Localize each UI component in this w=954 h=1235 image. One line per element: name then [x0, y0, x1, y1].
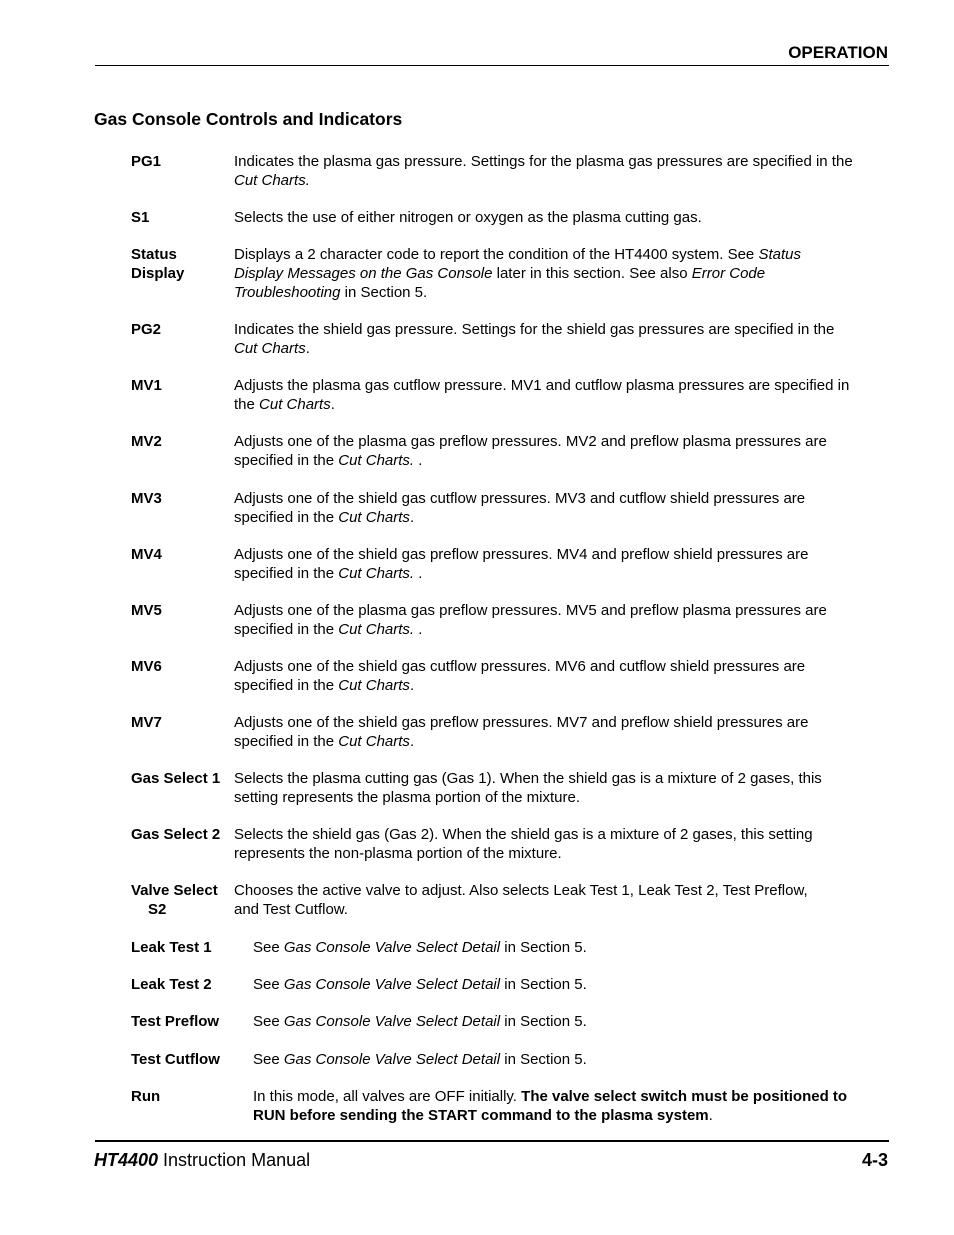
- definition-line: [234, 376, 884, 395]
- footer-manual-label: Instruction Manual: [158, 1150, 311, 1170]
- definition-term-line: Test Cutflow: [131, 1051, 220, 1068]
- definition-term-line: MV6: [131, 658, 162, 675]
- definition-line: [234, 339, 884, 358]
- footer-rule: [95, 1140, 889, 1142]
- text-run: Indicates the plasma gas pressure. Settings for the plasma gas pressures are specified in the: [234, 153, 853, 170]
- definition-term: [131, 975, 241, 994]
- definition-term-line: Status: [131, 246, 177, 263]
- definition-term: [131, 825, 241, 844]
- definition-text: [234, 881, 884, 919]
- italic-reference: Gas Console Valve Select Detail: [283, 939, 501, 956]
- definition-line: [253, 975, 883, 994]
- definition-term: [131, 601, 241, 620]
- text-run: specified in the: [234, 621, 339, 638]
- italic-reference: Cut Charts: [338, 509, 410, 526]
- definition-term: [131, 1012, 241, 1031]
- text-run: See: [253, 1013, 284, 1030]
- definition-text: [234, 208, 884, 227]
- definition-text: [234, 152, 884, 190]
- definition-line: [234, 601, 884, 620]
- definition-term-line: MV2: [131, 433, 162, 450]
- text-run: and Test Cutflow.: [234, 901, 348, 918]
- header-rule: [95, 65, 889, 66]
- definition-text: [234, 657, 884, 695]
- definition-line: [253, 1106, 883, 1125]
- definition-line: [234, 264, 884, 283]
- text-run: in Section 5.: [500, 939, 587, 956]
- definition-line: [234, 451, 884, 470]
- text-run: Adjusts one of the shield gas cutflow pressures. MV6 and cutflow shield pressures are: [234, 658, 806, 675]
- definition-term-line: PG2: [131, 321, 162, 338]
- text-run: See: [253, 976, 284, 993]
- definition-text: [234, 545, 884, 583]
- text-run: Chooses the active valve to adjust. Also selects Leak Test 1, Leak Test 2, Test Preflow,: [234, 882, 808, 899]
- text-run: Adjusts the plasma gas cutflow pressure. MV1 and cutflow plasma pressures are specified in: [234, 377, 850, 394]
- text-run: Adjusts one of the plasma gas preflow pressures. MV2 and preflow plasma pressures are: [234, 433, 827, 450]
- text-run: Adjusts one of the shield gas preflow pressures. MV7 and preflow shield pressures are: [234, 714, 809, 731]
- text-run: .: [414, 565, 423, 582]
- italic-reference: Error Code: [691, 265, 766, 282]
- definition-text: [234, 769, 884, 807]
- definition-line: [234, 508, 884, 527]
- definition-line: [234, 395, 884, 414]
- definition-line: [234, 171, 884, 190]
- section-title: OPERATION: [788, 43, 888, 62]
- text-run: represents the non-plasma portion of the mixture.: [234, 845, 562, 862]
- definition-term: [131, 769, 241, 788]
- definition-text: [234, 245, 884, 302]
- definition-line: [234, 283, 884, 302]
- italic-reference: Cut Charts.: [234, 172, 310, 189]
- text-run: specified in the: [234, 733, 339, 750]
- text-run: Selects the use of either nitrogen or oxygen as the plasma cutting gas.: [234, 209, 702, 226]
- definition-text: [234, 320, 884, 358]
- text-run: Adjusts one of the plasma gas preflow pressures. MV5 and preflow plasma pressures are: [234, 602, 827, 619]
- definition-text: [234, 825, 884, 863]
- definition-line: [234, 489, 884, 508]
- definition-term-line: PG1: [131, 153, 162, 170]
- definition-line: [234, 208, 884, 227]
- text-run: Adjusts one of the shield gas cutflow pressures. MV3 and cutflow shield pressures are: [234, 490, 806, 507]
- definition-term: [131, 881, 241, 919]
- definition-text: [253, 1087, 883, 1125]
- text-run: .: [305, 340, 310, 357]
- text-run: specified in the: [234, 509, 339, 526]
- definition-term: [131, 545, 241, 564]
- definition-text: [234, 376, 884, 414]
- text-run: specified in the: [234, 565, 339, 582]
- italic-reference: Gas Console Valve Select Detail: [283, 1013, 501, 1030]
- page-heading: Gas Console Controls and Indicators: [94, 109, 403, 129]
- text-run: later in this section. See also: [492, 265, 692, 282]
- definition-line: [234, 620, 884, 639]
- definition-term-line: Leak Test 1: [131, 939, 212, 956]
- definition-line: [253, 1087, 883, 1106]
- italic-reference: Troubleshooting: [234, 284, 341, 301]
- definition-text: [234, 713, 884, 751]
- text-run: specified in the: [234, 452, 339, 469]
- italic-reference: Cut Charts: [234, 340, 306, 357]
- definition-term-line: MV7: [131, 714, 162, 731]
- italic-reference: Cut Charts: [338, 677, 410, 694]
- definition-line: [234, 788, 884, 807]
- text-run: in Section 5.: [500, 1051, 587, 1068]
- definition-term-line: MV4: [131, 546, 162, 563]
- definition-term-line: S1: [131, 209, 150, 226]
- definition-text: [234, 489, 884, 527]
- text-run: .: [414, 452, 423, 469]
- definition-line: [234, 900, 884, 919]
- italic-reference: Gas Console Valve Select Detail: [283, 976, 501, 993]
- italic-reference: Cut Charts.: [338, 621, 415, 638]
- definition-term: [131, 938, 241, 957]
- definition-line: [253, 1050, 883, 1069]
- bold-emphasis: The valve select switch must be positioned to: [521, 1088, 848, 1105]
- definition-line: [234, 676, 884, 695]
- definition-text: [253, 938, 883, 957]
- italic-reference: Cut Charts.: [338, 565, 415, 582]
- text-run: See: [253, 939, 284, 956]
- page-number: 4-3: [861, 1150, 888, 1170]
- definition-term: [131, 152, 241, 171]
- italic-reference: Display Messages on the Gas Console: [234, 265, 493, 282]
- definition-line: [234, 545, 884, 564]
- definition-line: [234, 152, 884, 171]
- text-run: See: [253, 1051, 284, 1068]
- definition-line: [234, 713, 884, 732]
- definition-text: [253, 1012, 883, 1031]
- text-run: .: [409, 509, 415, 526]
- italic-reference: Status: [758, 246, 801, 263]
- definition-line: [253, 938, 883, 957]
- definition-term: [131, 1087, 241, 1106]
- definition-term-line: MV1: [131, 377, 162, 394]
- definition-line: [253, 1012, 883, 1031]
- text-run: in Section 5.: [500, 1013, 587, 1030]
- definition-text: [234, 601, 884, 639]
- definition-term-line: MV5: [131, 602, 162, 619]
- definition-term-line: MV3: [131, 490, 162, 507]
- italic-reference: Cut Charts.: [338, 452, 415, 469]
- definition-line: [234, 657, 884, 676]
- definition-line: [234, 732, 884, 751]
- definition-term: [131, 208, 241, 227]
- definition-term: [131, 376, 241, 395]
- bold-emphasis: RUN before sending the START command to the plasma system: [253, 1107, 709, 1124]
- text-run: .: [409, 677, 415, 694]
- italic-reference: Cut Charts: [338, 733, 410, 750]
- text-run: Selects the shield gas (Gas 2). When the shield gas is a mixture of 2 gases, this setting: [234, 826, 813, 843]
- definition-line: [234, 769, 884, 788]
- definition-term-line: S2: [148, 901, 167, 918]
- text-run: in Section 5.: [340, 284, 428, 301]
- definition-term: [131, 432, 241, 451]
- definition-term-line: Run: [131, 1088, 161, 1105]
- definition-term-line: Gas Select 1: [131, 770, 221, 787]
- definition-line: [234, 844, 884, 863]
- definition-term-line: Gas Select 2: [131, 826, 221, 843]
- text-run: .: [409, 733, 415, 750]
- definition-line: [234, 564, 884, 583]
- text-run: specified in the: [234, 677, 339, 694]
- definition-term-line: Display: [131, 265, 185, 282]
- definition-line: [234, 881, 884, 900]
- definition-term-line: Valve Select: [131, 882, 218, 899]
- text-run: Displays a 2 character code to report the condition of the HT4400 system. See: [234, 246, 759, 263]
- text-run: Indicates the shield gas pressure. Settings for the shield gas pressures are specified in the: [234, 321, 835, 338]
- definition-line: [234, 245, 884, 264]
- definition-term: [131, 320, 241, 339]
- italic-reference: Cut Charts: [259, 396, 331, 413]
- text-run: .: [330, 396, 335, 413]
- definition-term-line: Leak Test 2: [131, 976, 212, 993]
- definition-term: [131, 713, 241, 732]
- text-run: Selects the plasma cutting gas (Gas 1). When the shield gas is a mixture of 2 gases, this: [234, 770, 822, 787]
- text-run: .: [708, 1107, 713, 1124]
- definition-term: [131, 245, 241, 283]
- text-run: Adjusts one of the shield gas preflow pressures. MV4 and preflow shield pressures are: [234, 546, 809, 563]
- definition-term-line: Test Preflow: [131, 1013, 220, 1030]
- text-run: .: [414, 621, 423, 638]
- text-run: in Section 5.: [500, 976, 587, 993]
- definition-term: [131, 1050, 241, 1069]
- definition-text: [253, 1050, 883, 1069]
- definition-line: [234, 432, 884, 451]
- definition-line: [234, 320, 884, 339]
- italic-reference: Gas Console Valve Select Detail: [283, 1051, 501, 1068]
- definition-line: [234, 825, 884, 844]
- text-run: the: [234, 396, 260, 413]
- definition-term: [131, 489, 241, 508]
- definition-term: [131, 657, 241, 676]
- definition-text: [253, 975, 883, 994]
- text-run: setting represents the plasma portion of the mixture.: [234, 789, 581, 806]
- footer-manual-title: [94, 1149, 310, 1171]
- definition-text: [234, 432, 884, 470]
- footer-brand: HT4400: [94, 1150, 159, 1170]
- text-run: In this mode, all valves are OFF initially.: [253, 1088, 522, 1105]
